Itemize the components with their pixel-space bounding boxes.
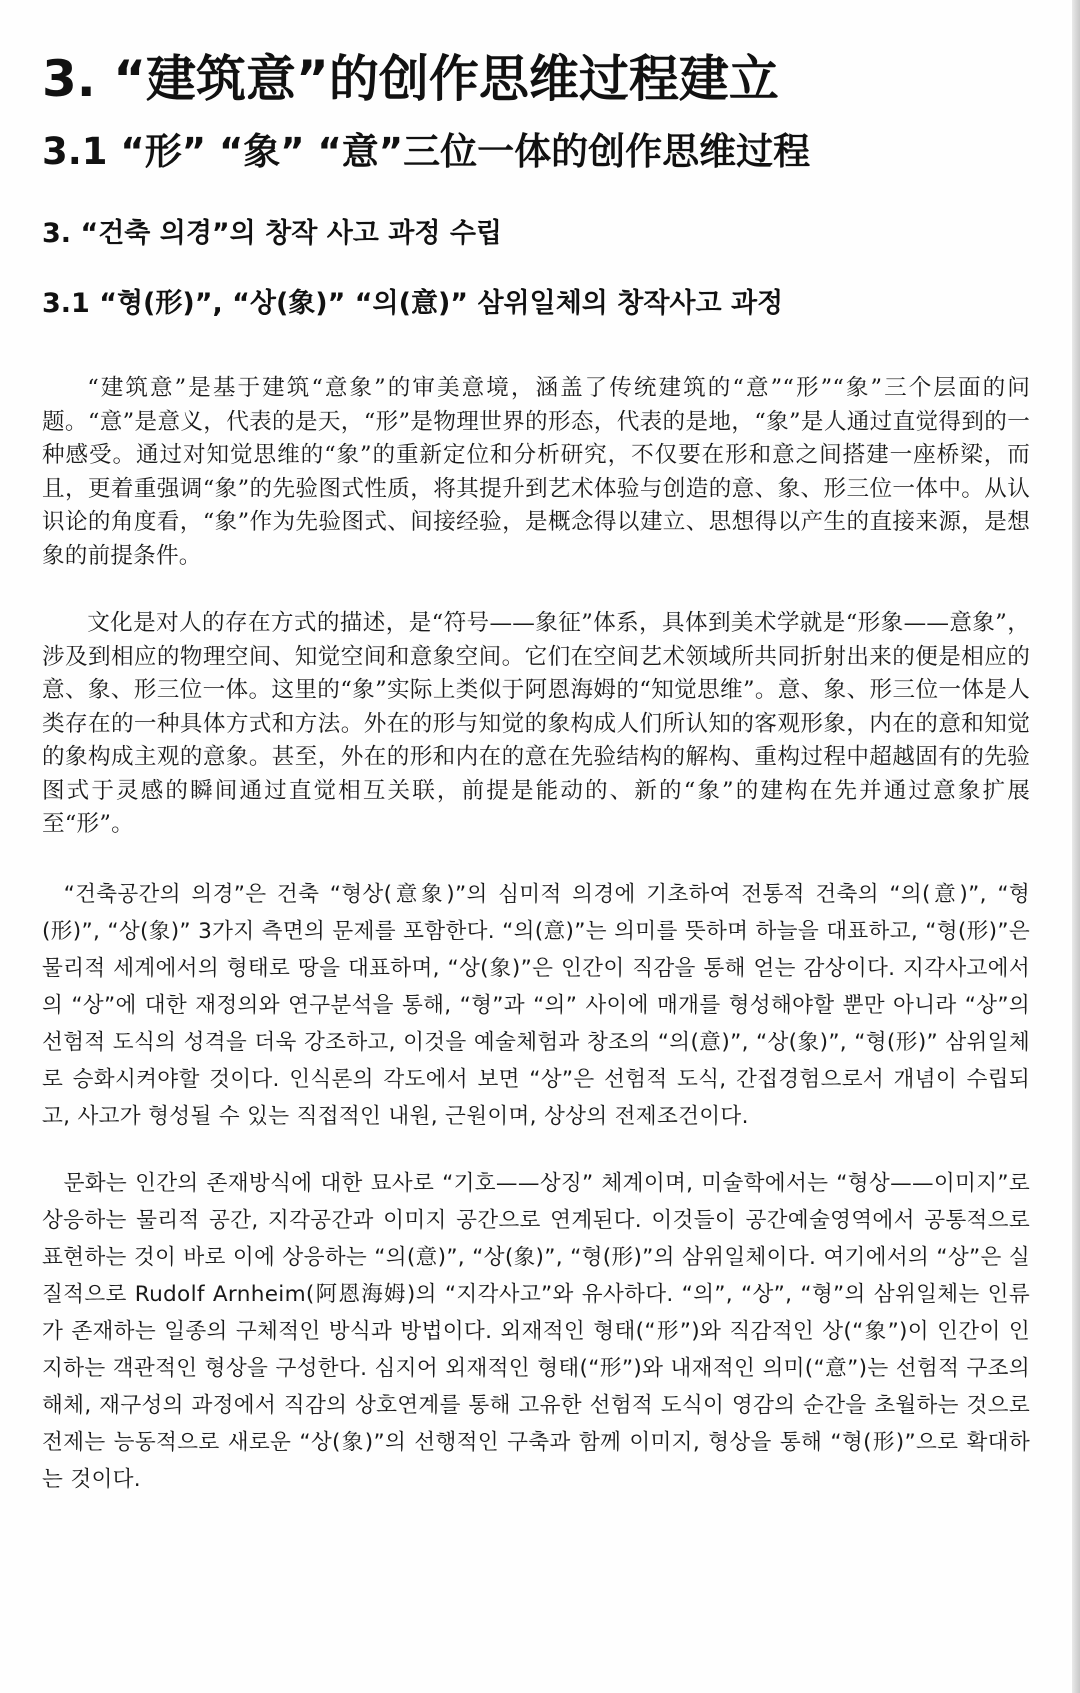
section-heading-korean: 3. “건축 의경”의 창작 사고 과정 수립 xyxy=(42,218,502,249)
subsection-heading-korean: 3.1 “형(形)”, “상(象)” “의(意)” 삼위일체의 창작사고 과정 xyxy=(42,288,784,319)
subsection-heading-chinese: 3.1 “形” “象” “意”三位一体的创作思维过程 xyxy=(42,130,811,173)
paragraph-chinese-1: “建筑意”是基于建筑“意象”的审美意境，涵盖了传统建筑的“意”“形”“象”三个层面的问题。“意”是意义，代表的是天，“形”是物理世界的形态，代表的是地，“象”是人通过直觉得到的一种感受。通过对知觉思维的“象”的重新定位和分析研究，不仅要在形和意之间搭建一座桥梁，而且，更着重强调“象”的先验图式性质，将其提升到艺术体验与创造的意、象、形三位一体中。从认识论的角度看，“象”作为先验图式、间接经验，是概念得以建立、思想得以产生的直接来源，是想象的前提条件。 xyxy=(42,375,1030,569)
page-edge-shadow xyxy=(1072,0,1080,1693)
section-heading-chinese: 3. “建筑意”的创作思维过程建立 xyxy=(42,50,779,108)
paragraph-korean-2: 문화는 인간의 존재방식에 대한 묘사로 “기호——상징” 체계이며, 미술학에서는 “형상——이미지”로 상응하는 물리적 공간, 지각공간과 이미지 공간으로 연계된다. 이것들이 공간예술영역에서 공통적으로 표현하는 것이 바로 이에 상응하는 “의(意)”, “상(象)”, “형(形)”의 삼위일체이다. 여기에서의 “상”은 실질적으로 Rudolf Arnheim(阿恩海姆)의 “지각사고”와 유사하다. “의”, “상”, “형”의 삼위일체는 인류가 존재하는 일종의 구체적인 방식과 방법이다. 외재적인 형태(“形”)와 직감적인 상(“象”)이 인간이 인지하는 객관적인 형상을 구성한다. 심지어 외재적인 형태(“形”)와 내재적인 의미(“意”)는 선험적 구조의 해체, 재구성의 과정에서 직감의 상호연계를 통해 고유한 선험적 도식이 영감의 순간을 초월하는 것으로 전제는 능동적으로 새로운 “상(象)”의 선행적인 구축과 함께 이미지, 형상을 통해 “형(形)”으로 확대하는 것이다. xyxy=(42,1170,1030,1492)
paragraph-korean-1: “건축공간의 의경”은 건축 “형상(意象)”의 심미적 의경에 기초하여 전통적 건축의 “의(意)”, “형(形)”, “상(象)” 3가지 측면의 문제를 포함한다. “의(意)”는 의미를 뜻하며 하늘을 대표하고, “형(形)”은 물리적 세계에서의 형태로 땅을 대표하며, “상(象)”은 인간이 직감을 통해 얻는 감상이다. 지각사고에서의 “상”에 대한 재정의와 연구분석을 통해, “형”과 “의” 사이에 매개를 형성해야할 뿐만 아니라 “상”의 선험적 도식의 성격을 더욱 강조하고, 이것을 예술체험과 창조의 “의(意)”, “상(象)”, “형(形)” 삼위일체로 승화시켜야할 것이다. 인식론의 각도에서 보면 “상”은 선험적 도식, 간접경험으로서 개념이 수립되고, 사고가 형성될 수 있는 직접적인 내원, 근원이며, 상상의 전제조건이다. xyxy=(42,881,1030,1129)
paragraph-chinese-2: 文化是对人的存在方式的描述，是“符号——象征”体系，具体到美术学就是“形象——意象”，涉及到相应的物理空间、知觉空间和意象空间。它们在空间艺术领域所共同折射出来的便是相应的意、象、形三位一体。这里的“象”实际上类似于阿恩海姆的“知觉思维”。意、象、形三位一体是人类存在的一种具体方式和方法。外在的形与知觉的象构成人们所认知的客观形象，内在的意和知觉的象构成主观的意象。甚至，外在的形和内在的意在先验结构的解构、重构过程中超越固有的先验图式于灵感的瞬间通过直觉相互关联，前提是能动的、新的“象”的建构在先并通过意象扩展至“形”。 xyxy=(42,610,1030,837)
